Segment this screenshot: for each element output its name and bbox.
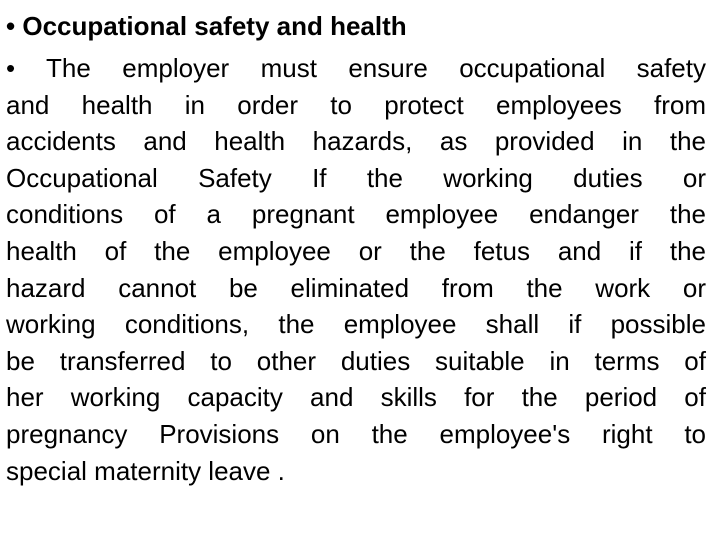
paragraph-line: and health in order to protect employees from — [6, 89, 706, 120]
paragraph-line-text: The employer must ensure occupational safety — [46, 53, 706, 83]
paragraph-line: accidents and health hazards, as provided in the — [6, 126, 706, 157]
paragraph-line — [6, 50, 706, 87]
heading-bullet: • — [6, 11, 16, 41]
paragraph-line: Occupational Safety If the working duties or — [6, 162, 706, 193]
paragraph-line: special maternity leave . — [6, 455, 285, 486]
paragraph-line: pregnancy Provisions on the employee's right to — [6, 418, 706, 449]
paragraph-line: hazard cannot be eliminated from the work or — [6, 272, 706, 303]
heading-text: Occupational safety and health — [22, 11, 407, 41]
body-paragraph — [6, 50, 706, 489]
paragraph-bullet: • — [6, 53, 16, 83]
paragraph-line: conditions of a pregnant employee endanger the — [6, 199, 706, 230]
paragraph-line: health of the employee or the fetus and if the — [6, 235, 706, 266]
slide-heading — [6, 8, 706, 44]
paragraph-line: her working capacity and skills for the period of — [6, 382, 706, 413]
paragraph-line: be transferred to other duties suitable in terms of — [6, 345, 706, 376]
paragraph-line: working conditions, the employee shall if possible — [6, 309, 706, 340]
